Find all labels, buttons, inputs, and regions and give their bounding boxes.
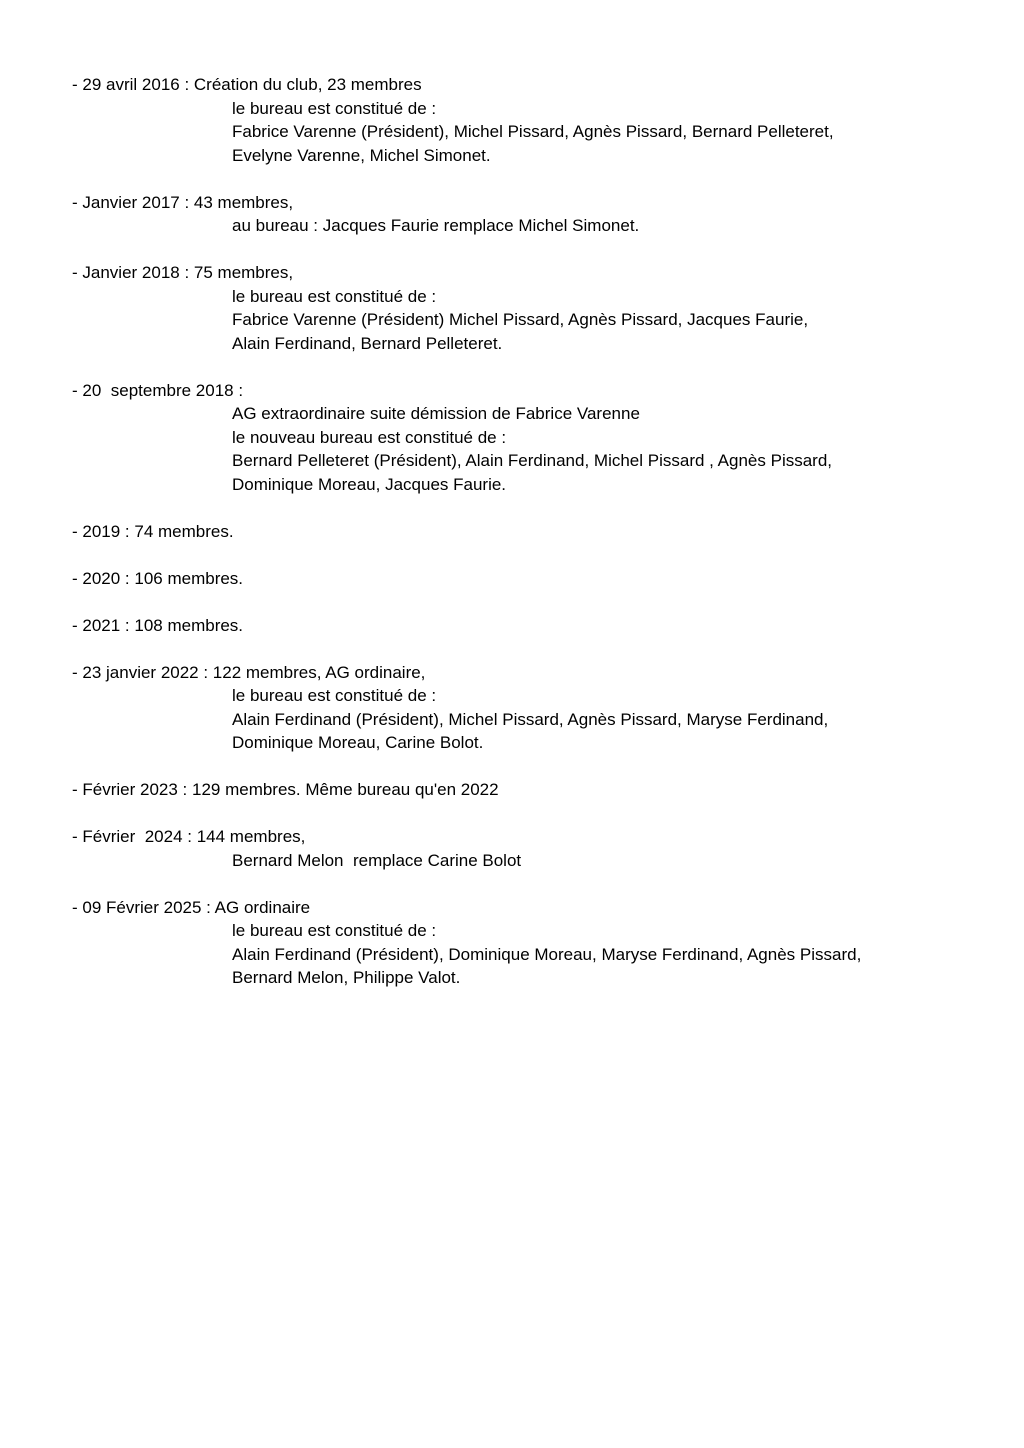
entry-line: le nouveau bureau est constitué de : xyxy=(232,427,507,447)
entry-line: le bureau est constitué de : xyxy=(232,98,437,118)
entry-heading: - 2020 : 106 membres. xyxy=(72,568,244,588)
entry-line: Dominique Moreau, Carine Bolot. xyxy=(232,733,484,752)
timeline-entry-2024-02 xyxy=(72,825,972,872)
entry-heading: - 2021 : 108 membres. xyxy=(72,615,244,635)
entry-line: le bureau est constitué de : xyxy=(232,921,437,940)
entry-heading: - 09 Février 2025 : AG ordinaire xyxy=(72,897,311,917)
timeline-entry-2018-01 xyxy=(72,261,972,355)
entry-line: Bernard Pelleteret (Président), Alain Ferdinand, Michel Pissard , Agnès Pissard, xyxy=(232,451,833,470)
entry-heading: - Janvier 2018 : 75 membres, xyxy=(72,263,294,282)
entry-line: Bernard Melon, Philippe Valot. xyxy=(232,968,461,987)
entry-heading: - 23 janvier 2022 : 122 membres, AG ordinaire, xyxy=(72,662,426,682)
timeline-entry-2025-02 xyxy=(72,896,972,990)
entry-line: Dominique Moreau, Jacques Faurie. xyxy=(232,474,507,494)
entry-line: le bureau est constitué de : xyxy=(232,286,437,306)
entry-line: Alain Ferdinand (Président), Dominique Moreau, Maryse Ferdinand, Agnès Pissard, xyxy=(232,944,862,964)
entry-heading: - 2019 : 74 membres. xyxy=(72,521,234,541)
entry-line: au bureau : Jacques Faurie remplace Michel Simonet. xyxy=(232,216,640,235)
entry-line: Bernard Melon remplace Carine Bolot xyxy=(232,850,522,870)
entry-line: Fabrice Varenne (Président) Michel Pissard, Agnès Pissard, Jacques Faurie, xyxy=(232,310,809,329)
entry-line: AG extraordinaire suite démission de Fabrice Varenne xyxy=(232,404,640,423)
timeline-entry-2017-01 xyxy=(72,191,972,238)
timeline-entry-2021 xyxy=(72,614,972,638)
timeline-entry-2022-01 xyxy=(72,661,972,755)
entry-heading: - 20 septembre 2018 : xyxy=(72,380,244,400)
entry-heading: - Février 2024 : 144 membres, xyxy=(72,827,306,846)
entry-heading: - Février 2023 : 129 membres. Même bureau qu'en 2022 xyxy=(72,780,499,799)
entry-line: le bureau est constitué de : xyxy=(232,686,437,705)
entry-line: Evelyne Varenne, Michel Simonet. xyxy=(232,145,491,165)
document-page xyxy=(72,73,972,1013)
timeline-entry-2023-02 xyxy=(72,778,972,802)
entry-heading: - 29 avril 2016 : Création du club, 23 membres xyxy=(72,75,422,94)
entry-line: Alain Ferdinand (Président), Michel Pissard, Agnès Pissard, Maryse Ferdinand, xyxy=(232,709,829,729)
timeline-entry-2020 xyxy=(72,567,972,591)
entry-heading: - Janvier 2017 : 43 membres, xyxy=(72,192,294,212)
entry-line: Alain Ferdinand, Bernard Pelleteret. xyxy=(232,333,503,353)
timeline-entry-2018-09 xyxy=(72,379,972,497)
timeline-entry-2019 xyxy=(72,520,972,544)
timeline-entry-2016-04 xyxy=(72,73,972,167)
entry-line: Fabrice Varenne (Président), Michel Pissard, Agnès Pissard, Bernard Pelleteret, xyxy=(232,122,834,141)
